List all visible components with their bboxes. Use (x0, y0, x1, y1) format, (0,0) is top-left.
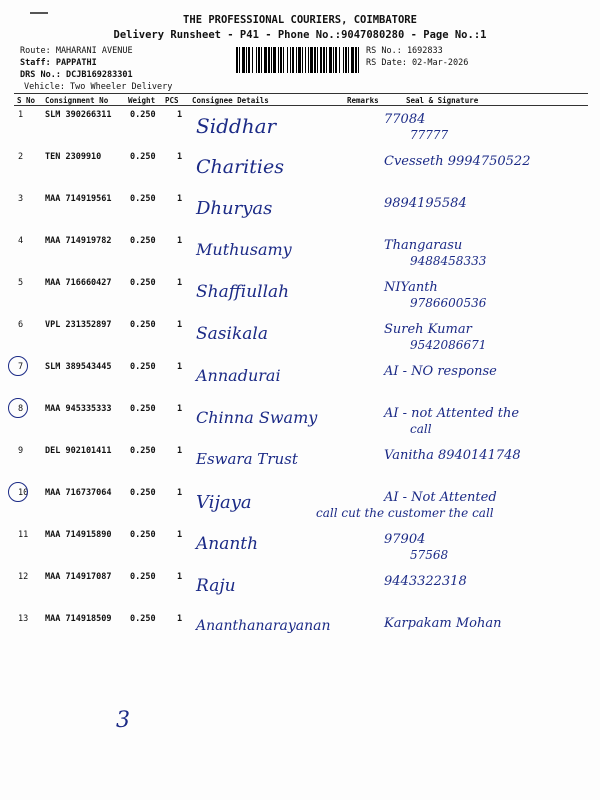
row-consignment: DEL 902101411 (45, 446, 112, 456)
row-consignment: MAA 714918509 (45, 614, 112, 624)
row-consignment: MAA 945335333 (45, 404, 112, 414)
row-weight: 0.250 (130, 488, 156, 498)
row-pcs: 1 (177, 110, 183, 120)
row-weight: 0.250 (130, 530, 156, 540)
drs-label: DRS No.: DCJB169283301 (20, 70, 133, 80)
row-signature: Sureh Kumar (384, 322, 472, 337)
row-signature: 9443322318 (384, 574, 467, 589)
row-consignee-handwriting: Muthusamy (196, 240, 292, 259)
rs-number: RS No.: 1692833 (366, 46, 443, 56)
row-consignee-handwriting: Chinna Swamy (196, 408, 318, 427)
row-weight: 0.250 (130, 572, 156, 582)
row-consignment: MAA 716737064 (45, 488, 112, 498)
row-signature: AI - not Attented the (384, 406, 520, 421)
row-pcs: 1 (177, 446, 183, 456)
row-circle-mark (8, 482, 28, 502)
row-sno: 1 (18, 110, 24, 120)
runsheet-title: Delivery Runsheet - P41 - Phone No.:9047080280 - Page No.:1 (113, 29, 487, 41)
row-signature-line2: 77777 (410, 128, 449, 142)
row-consignee-handwriting: Siddhar (196, 114, 277, 138)
row-sno: 6 (18, 320, 24, 330)
row-consignee-handwriting: Dhuryas (196, 198, 273, 219)
page-note: 3 (116, 708, 130, 733)
row-weight: 0.250 (130, 446, 156, 456)
row-signature-line2: 9786600536 (410, 296, 487, 310)
row-signature-line2: 57568 (410, 548, 449, 562)
row-consignment: MAA 714915890 (45, 530, 112, 540)
row-signature: NIYanth (384, 280, 438, 295)
col-weight: Weight (128, 96, 156, 105)
row-sno: 12 (18, 572, 29, 582)
row-signature-line2: call cut the customer the call (316, 506, 494, 520)
staff-label: Staff: PAPPATHI (20, 58, 97, 68)
row-signature: Karpakam Mohan (384, 616, 502, 631)
col-remarks: Remarks (347, 96, 379, 105)
row-signature: 9894195584 (384, 196, 467, 211)
vehicle-label: Vehicle: Two Wheeler Delivery (24, 82, 173, 92)
header-top-rule (14, 93, 588, 94)
col-seal: Seal & Signature (406, 96, 479, 105)
col-consignee: Consignee Details (192, 96, 269, 105)
barcode-graphic (236, 47, 360, 73)
col-consignment: Consignment No (45, 96, 109, 105)
row-pcs: 1 (177, 278, 183, 288)
row-consignee-handwriting: Shaffiullah (196, 282, 290, 302)
header-bottom-rule (14, 105, 588, 106)
row-weight: 0.250 (130, 404, 156, 414)
row-sno: 8 (18, 404, 24, 414)
row-sno: 13 (18, 614, 29, 624)
row-consignee-handwriting: Sasikala (196, 324, 268, 344)
row-weight: 0.250 (130, 614, 156, 624)
route-label: Route: MAHARANI AVENUE (20, 46, 133, 56)
row-sno: 5 (18, 278, 24, 288)
company-title: THE PROFESSIONAL COURIERS, COIMBATORE (183, 14, 417, 26)
row-signature-line2: 9542086671 (410, 338, 487, 352)
row-signature: 97904 (384, 532, 426, 547)
row-signature: Cvesseth 9994750522 (384, 154, 531, 169)
row-consignee-handwriting: Annadurai (196, 366, 281, 385)
row-circle-mark (8, 356, 28, 376)
row-sno: 9 (18, 446, 24, 456)
row-pcs: 1 (177, 320, 183, 330)
row-consignment: VPL 231352897 (45, 320, 112, 330)
row-signature-line2: call (410, 422, 432, 436)
row-consignee-handwriting: Eswara Trust (196, 450, 298, 468)
row-pcs: 1 (177, 614, 183, 624)
row-sno: 3 (18, 194, 24, 204)
row-consignment: TEN 2309910 (45, 152, 102, 162)
row-signature: Vanitha 8940141748 (384, 448, 521, 463)
row-consignee-handwriting: Ananthanarayanan (196, 618, 331, 634)
row-consignee-handwriting: Vijaya (196, 492, 252, 513)
row-sno: 4 (18, 236, 24, 246)
row-weight: 0.250 (130, 110, 156, 120)
row-pcs: 1 (177, 530, 183, 540)
row-weight: 0.250 (130, 320, 156, 330)
row-weight: 0.250 (130, 278, 156, 288)
row-signature: Thangarasu (384, 238, 463, 253)
row-pcs: 1 (177, 488, 183, 498)
row-consignment: SLM 389543445 (45, 362, 112, 372)
row-consignment: MAA 714917087 (45, 572, 112, 582)
row-signature-line2: 9488458333 (410, 254, 487, 268)
row-signature: AI - NO response (384, 364, 497, 379)
row-pcs: 1 (177, 236, 183, 246)
row-pcs: 1 (177, 194, 183, 204)
row-sno: 7 (18, 362, 24, 372)
row-sno: 11 (18, 530, 29, 540)
row-weight: 0.250 (130, 362, 156, 372)
row-pcs: 1 (177, 152, 183, 162)
row-pcs: 1 (177, 404, 183, 414)
row-weight: 0.250 (130, 236, 156, 246)
row-consignment: SLM 390266311 (45, 110, 112, 120)
row-consignment: MAA 716660427 (45, 278, 112, 288)
row-pcs: 1 (177, 572, 183, 582)
row-consignment: MAA 714919782 (45, 236, 112, 246)
row-consignee-handwriting: Charities (196, 156, 284, 178)
row-consignee-handwriting: Raju (196, 576, 236, 596)
row-circle-mark (8, 398, 28, 418)
col-sno: S No (17, 96, 36, 105)
row-consignee-handwriting: Ananth (196, 534, 259, 554)
row-consignment: MAA 714919561 (45, 194, 112, 204)
row-sno: 10 (18, 488, 29, 498)
row-sno: 2 (18, 152, 24, 162)
row-weight: 0.250 (130, 152, 156, 162)
col-pcs: PCS (165, 96, 179, 105)
row-signature: 77084 (384, 112, 426, 127)
rs-date: RS Date: 02-Mar-2026 (366, 58, 469, 68)
row-pcs: 1 (177, 362, 183, 372)
row-weight: 0.250 (130, 194, 156, 204)
row-signature: AI - Not Attented (384, 490, 497, 505)
